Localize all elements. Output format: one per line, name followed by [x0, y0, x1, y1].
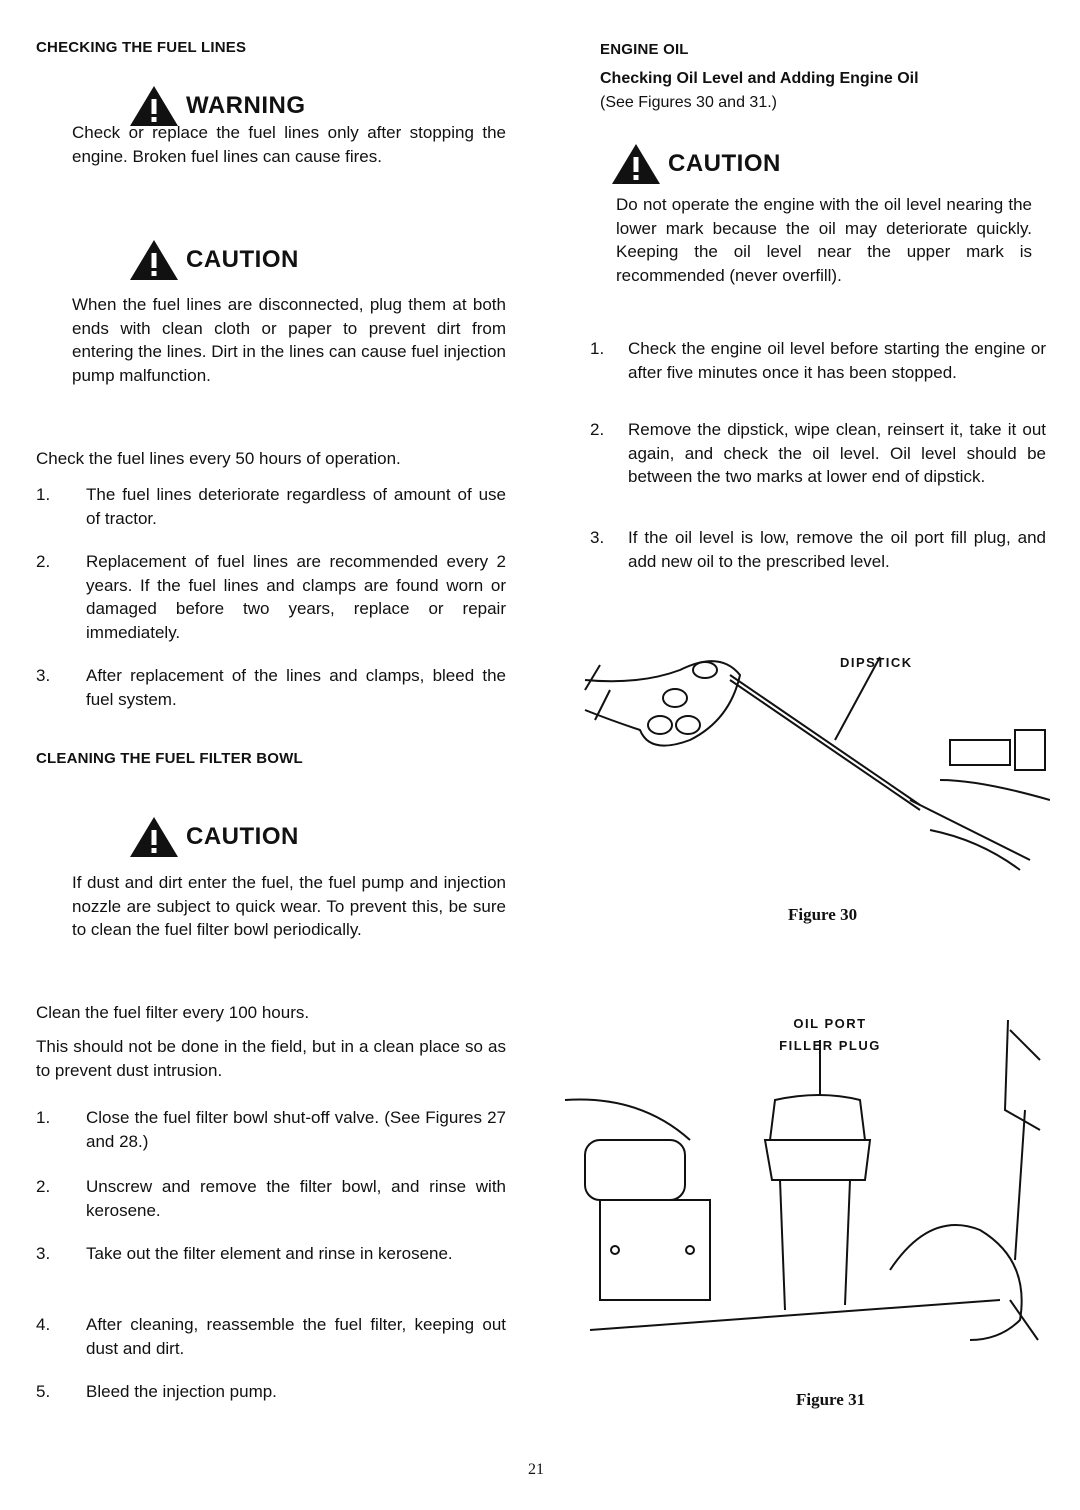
dipstick-illustration — [580, 630, 1050, 880]
list-item-text: The fuel lines deteriorate regardless of amount of use of tractor. — [86, 485, 506, 528]
page-number: 21 — [528, 1461, 544, 1478]
list-item: 2. Unscrew and remove the filter bowl, and rinse with kerosene. — [36, 1175, 506, 1222]
list-item: 2. Remove the dipstick, wipe clean, reinsert it, take it out again, and check the oil level. Oil level should be between the two marks at lower end of dipstick. — [590, 418, 1046, 489]
list-item-text: If the oil level is low, remove the oil port fill plug, and add new oil to the prescribed level. — [628, 528, 1046, 571]
caution-banner-2 — [128, 815, 299, 859]
list-item: 3. Take out the filter element and rinse in kerosene. — [36, 1242, 506, 1266]
list-item-text: Remove the dipstick, wipe clean, reinsert it, take it out again, and check the oil level. Oil level should be between the two marks at lower end of dipstick. — [628, 420, 1046, 486]
figure-31-caption: Figure 31 — [796, 1390, 866, 1409]
caution-label: CAUTION — [186, 823, 299, 851]
filter-heading: CLEANING THE FUEL FILTER BOWL — [36, 750, 303, 767]
list-item-text: Unscrew and remove the filter bowl, and rinse with kerosene. — [86, 1177, 506, 1220]
caution-text: When the fuel lines are disconnected, plug them at both ends with clean cloth or paper to prevent dirt from entering the lines. Dirt in the lines can cause fuel injection pump malfunction. — [72, 295, 506, 385]
list-item-text: Replacement of fuel lines are recommended every 2 years. If the fuel lines and clamps are found worn or damaged before two years, replace or repair immediately. — [86, 552, 506, 642]
list-item: 1. The fuel lines deteriorate regardless of amount of use of tractor. — [36, 483, 506, 530]
list-item: 1. Check the engine oil level before starting the engine or after five minutes once it has been stopped. — [590, 337, 1046, 384]
oil-port-illustration — [560, 1000, 1050, 1370]
list-item: 2. Replacement of fuel lines are recommended every 2 years. If the fuel lines and clamps are found worn or damaged before two years, replace or repair immediately. — [36, 550, 506, 644]
fuel-interval-text: Check the fuel lines every 50 hours of operation. — [36, 449, 401, 468]
see-figures-text: (See Figures 30 and 31.) — [600, 94, 777, 111]
caution-triangle-icon — [128, 238, 180, 282]
caution-triangle-icon — [128, 815, 180, 859]
filter-note-text: This should not be done in the field, but in a clean place so as to prevent dust intrusion. — [36, 1037, 506, 1080]
fuel-lines-heading: CHECKING THE FUEL LINES — [36, 39, 247, 56]
caution-triangle-icon — [610, 142, 662, 186]
caution-text: If dust and dirt enter the fuel, the fuel pump and injection nozzle are subject to quick wear. To prevent this, be sure to clean the fuel filter bowl periodically. — [72, 873, 506, 939]
caution-label: CAUTION — [668, 150, 781, 178]
warning-label: WARNING — [186, 92, 306, 120]
list-item: 5. Bleed the injection pump. — [36, 1380, 506, 1404]
caution-banner-3 — [610, 142, 781, 186]
list-item: 3. After replacement of the lines and clamps, bleed the fuel system. — [36, 664, 506, 711]
list-item-text: After cleaning, reassemble the fuel filter, keeping out dust and dirt. — [86, 1315, 506, 1358]
engine-oil-heading: ENGINE OIL — [600, 41, 689, 58]
list-item-text: After replacement of the lines and clamps, bleed the fuel system. — [86, 666, 506, 709]
list-item-text: Take out the filter element and rinse in kerosene. — [86, 1244, 453, 1263]
filter-interval-text: Clean the fuel filter every 100 hours. — [36, 1003, 310, 1022]
list-item-text: Close the fuel filter bowl shut-off valve. (See Figures 27 and 28.) — [86, 1108, 506, 1151]
list-item-text: Bleed the injection pump. — [86, 1382, 277, 1401]
figure-30-caption: Figure 30 — [788, 905, 858, 924]
list-item: 4. After cleaning, reassemble the fuel filter, keeping out dust and dirt. — [36, 1313, 506, 1360]
caution-banner-1 — [128, 238, 299, 282]
caution-label: CAUTION — [186, 246, 299, 274]
list-item: 3. If the oil level is low, remove the oil port fill plug, and add new oil to the prescribed level. — [590, 526, 1046, 573]
oil-subheading: Checking Oil Level and Adding Engine Oil — [600, 70, 919, 87]
warning-text: Check or replace the fuel lines only after stopping the engine. Broken fuel lines can cause fires. — [72, 123, 506, 166]
list-item: 1. Close the fuel filter bowl shut-off valve. (See Figures 27 and 28.) — [36, 1106, 506, 1153]
dipstick-label: DIPSTICK — [840, 655, 913, 670]
oil-port-label: OIL PORT FILLER PLUG — [779, 1016, 881, 1053]
caution-text: Do not operate the engine with the oil level nearing the lower mark because the oil may deteriorate quickly. Keeping the oil level near the upper mark is recommended (never overfill). — [616, 195, 1032, 285]
list-item-text: Check the engine oil level before starting the engine or after five minutes once it has been stopped. — [628, 339, 1046, 382]
